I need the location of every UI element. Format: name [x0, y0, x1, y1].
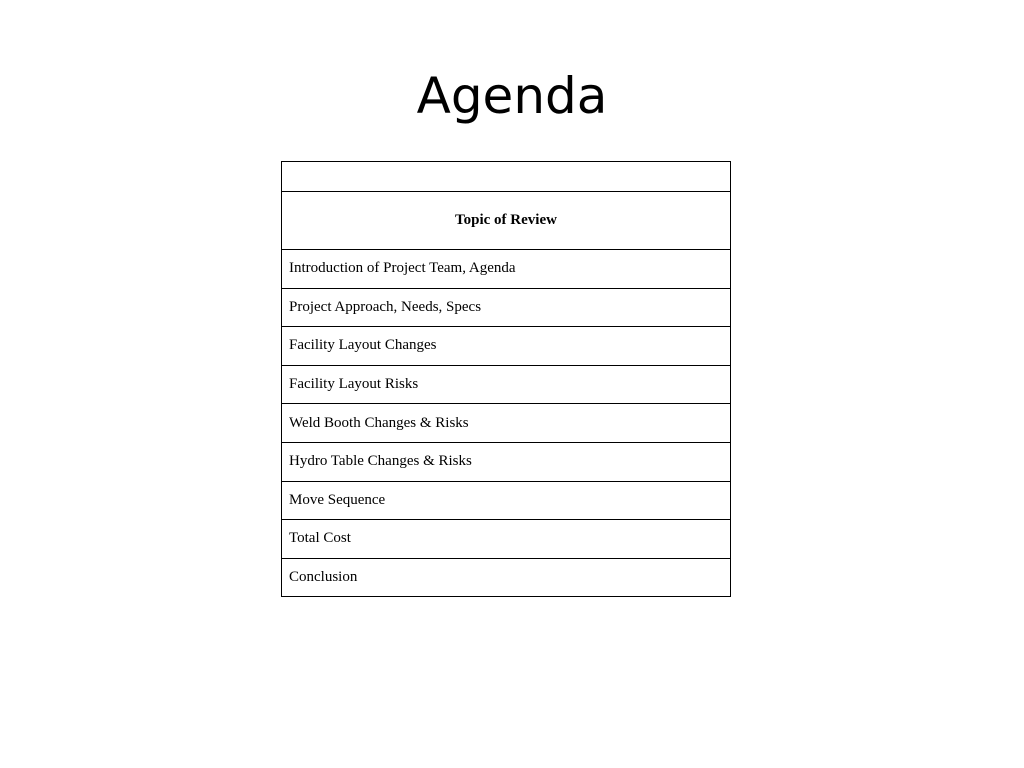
table-row: [282, 520, 731, 559]
table-row: [282, 327, 731, 366]
topic-cell: Introduction of Project Team, Agenda: [282, 250, 731, 289]
topic-cell: Conclusion: [282, 558, 731, 597]
table-header-row: [282, 192, 731, 250]
topic-cell: Facility Layout Risks: [282, 365, 731, 404]
table-row: [282, 404, 731, 443]
table-row: [282, 365, 731, 404]
slide-title: Agenda: [416, 67, 608, 125]
table-row: [282, 481, 731, 520]
agenda-table: [281, 161, 731, 597]
table-row: [282, 250, 731, 289]
topic-cell: Hydro Table Changes & Risks: [282, 442, 731, 481]
blank-cell: [282, 162, 731, 192]
topic-cell: Weld Booth Changes & Risks: [282, 404, 731, 443]
table-row: [282, 558, 731, 597]
table-row: [282, 288, 731, 327]
topic-cell: Facility Layout Changes: [282, 327, 731, 366]
table-blank-row: [282, 162, 731, 192]
topic-cell: Total Cost: [282, 520, 731, 559]
table-row: [282, 442, 731, 481]
topic-cell: Project Approach, Needs, Specs: [282, 288, 731, 327]
column-header: Topic of Review: [282, 192, 731, 250]
topic-cell: Move Sequence: [282, 481, 731, 520]
